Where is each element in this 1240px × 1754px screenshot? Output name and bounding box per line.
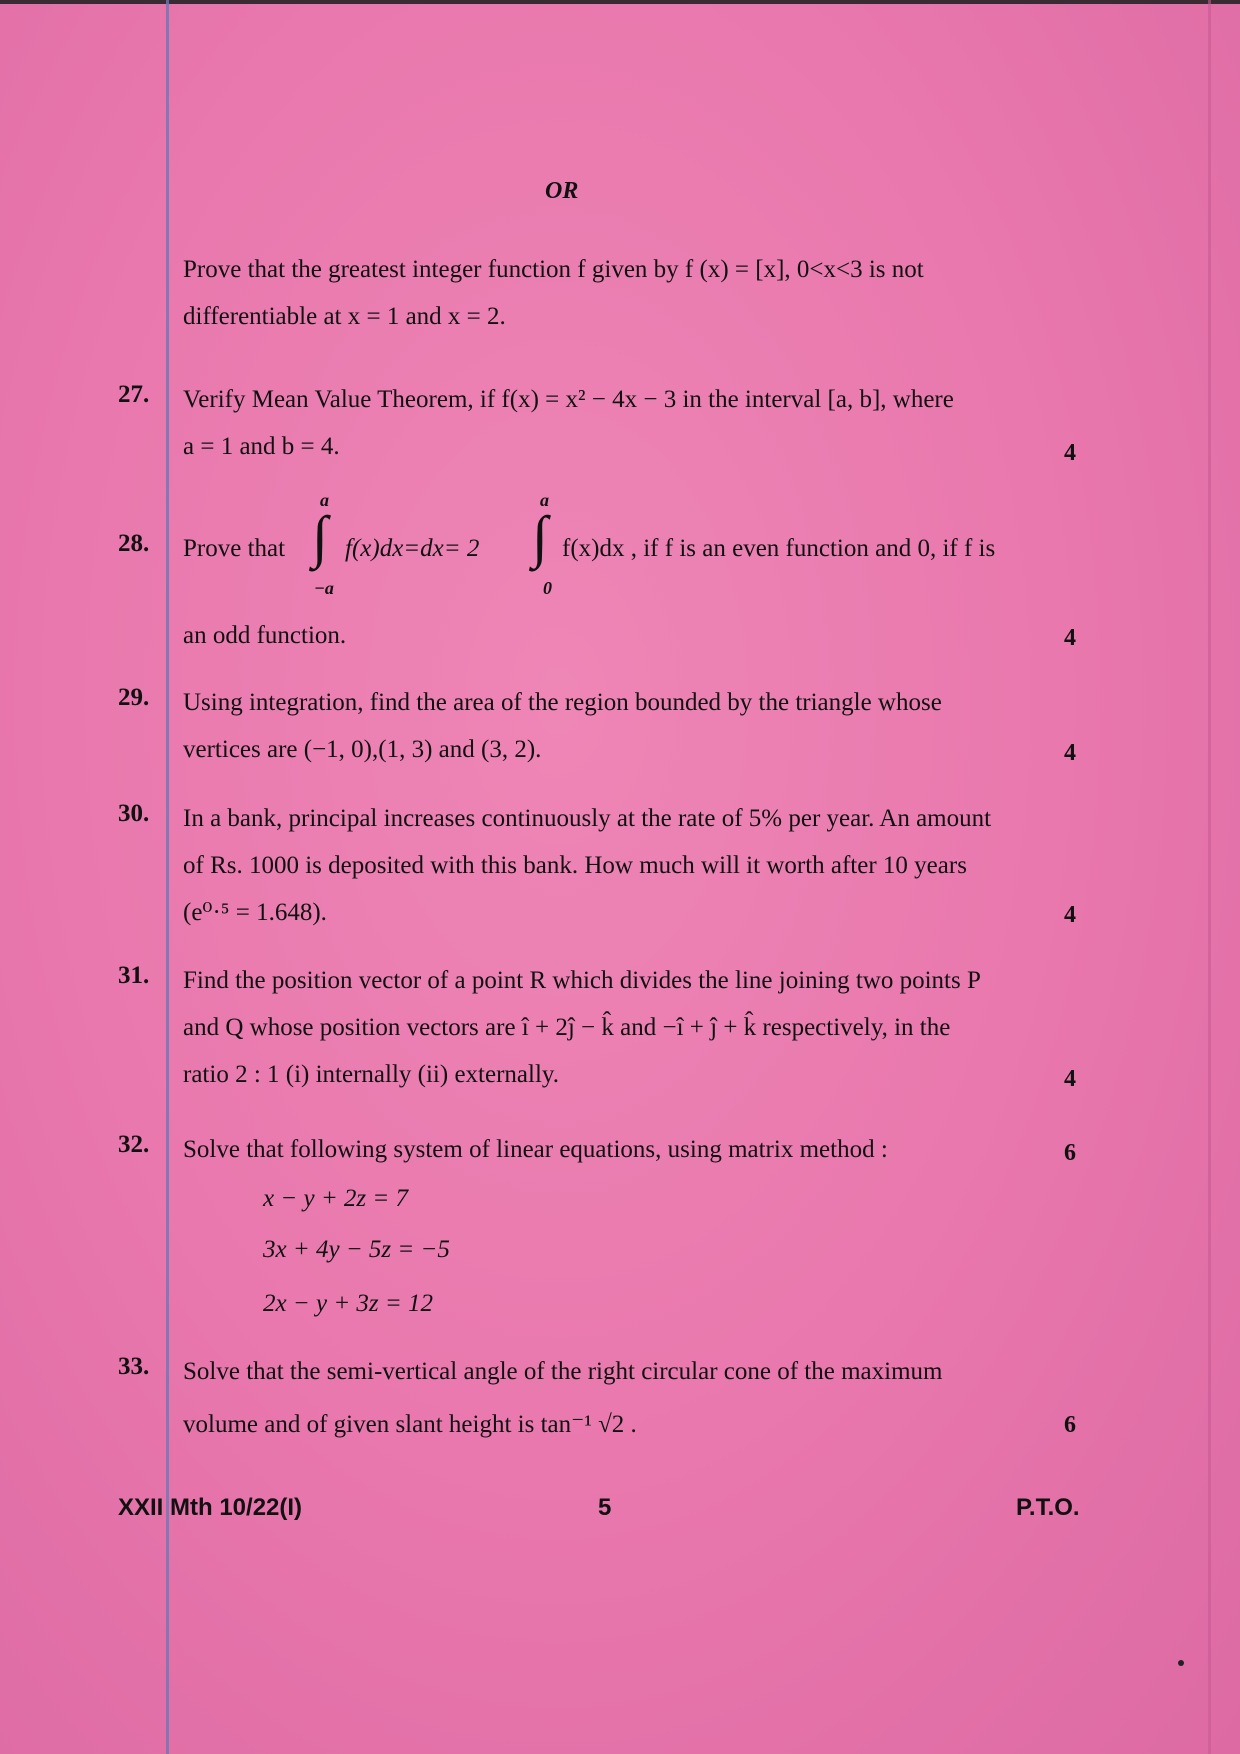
or-question-line1: Prove that the greatest integer function f given by f (x) = [x], 0<x<3 is not xyxy=(183,256,924,283)
paper-code: XXII Mth 10/22(I) xyxy=(118,1494,303,1521)
or-label: OR xyxy=(545,178,579,204)
question-text: f(x)dx , if f is an even function and 0, if f is xyxy=(562,535,996,562)
question-marks: 6 xyxy=(1064,1412,1076,1438)
question-number: 31. xyxy=(118,962,150,989)
equation: x − y + 2z = 7 xyxy=(263,1185,409,1212)
question-text: a = 1 and b = 4. xyxy=(183,433,340,460)
question-number: 30. xyxy=(118,800,150,827)
question-number: 29. xyxy=(118,684,150,711)
question-marks: 4 xyxy=(1064,902,1076,928)
question-number: 27. xyxy=(118,381,150,408)
question-number: 28. xyxy=(118,530,150,557)
question-text: Using integration, find the area of the region bounded by the triangle whose xyxy=(183,689,942,716)
question-number: 32. xyxy=(118,1131,150,1158)
question-text: of Rs. 1000 is deposited with this bank. How much will it worth after 10 years xyxy=(183,852,967,879)
question-marks: 4 xyxy=(1064,1066,1076,1092)
equation: 3x + 4y − 5z = −5 xyxy=(263,1236,450,1263)
question-text: Solve that following system of linear equations, using matrix method : xyxy=(183,1136,888,1163)
question-text: vertices are (−1, 0),(1, 3) and (3, 2). xyxy=(183,736,542,763)
question-text: Verify Mean Value Theorem, if f(x) = x² − 4x − 3 in the interval [a, b], where xyxy=(183,386,954,413)
question-text: Prove that xyxy=(183,535,286,562)
top-border xyxy=(0,0,1240,4)
page-edge xyxy=(1208,0,1211,1754)
margin-line xyxy=(166,0,169,1754)
integral-sign: ∫ xyxy=(312,504,328,569)
integral-lower-limit: 0 xyxy=(543,578,552,598)
question-text: (e⁰·⁵ = 1.648). xyxy=(183,899,327,926)
question-marks: 4 xyxy=(1064,625,1076,651)
question-text: Find the position vector of a point R which divides the line joining two points P xyxy=(183,967,981,994)
question-number: 33. xyxy=(118,1353,150,1380)
or-question-line2: differentiable at x = 1 and x = 2. xyxy=(183,303,506,330)
page-number: 5 xyxy=(598,1494,612,1521)
integral-upper-limit: a xyxy=(320,490,329,510)
integral-sign: ∫ xyxy=(532,504,548,569)
question-marks: 6 xyxy=(1064,1140,1076,1166)
ink-dot xyxy=(1178,1660,1184,1666)
question-marks: 4 xyxy=(1064,440,1076,466)
question-text: Solve that the semi-vertical angle of the right circular cone of the maximum xyxy=(183,1358,943,1385)
question-text: In a bank, principal increases continuously at the rate of 5% per year. An amount xyxy=(183,805,992,832)
integral-expression: f(x)dx=dx= 2 xyxy=(345,535,480,562)
pto-label: P.T.O. xyxy=(1016,1494,1080,1521)
question-text: volume and of given slant height is tan⁻¹ √2 . xyxy=(183,1411,637,1438)
question-text: ratio 2 : 1 (i) internally (ii) externally. xyxy=(183,1061,560,1088)
question-marks: 4 xyxy=(1064,740,1076,766)
equation: 2x − y + 3z = 12 xyxy=(263,1290,434,1317)
integral-upper-limit: a xyxy=(540,490,549,510)
question-text: an odd function. xyxy=(183,622,347,649)
question-text: and Q whose position vectors are î + 2ĵ − k̂ and −î + ĵ + k̂ respectively, in the xyxy=(183,1014,951,1041)
integral-lower-limit: −a xyxy=(314,578,334,598)
